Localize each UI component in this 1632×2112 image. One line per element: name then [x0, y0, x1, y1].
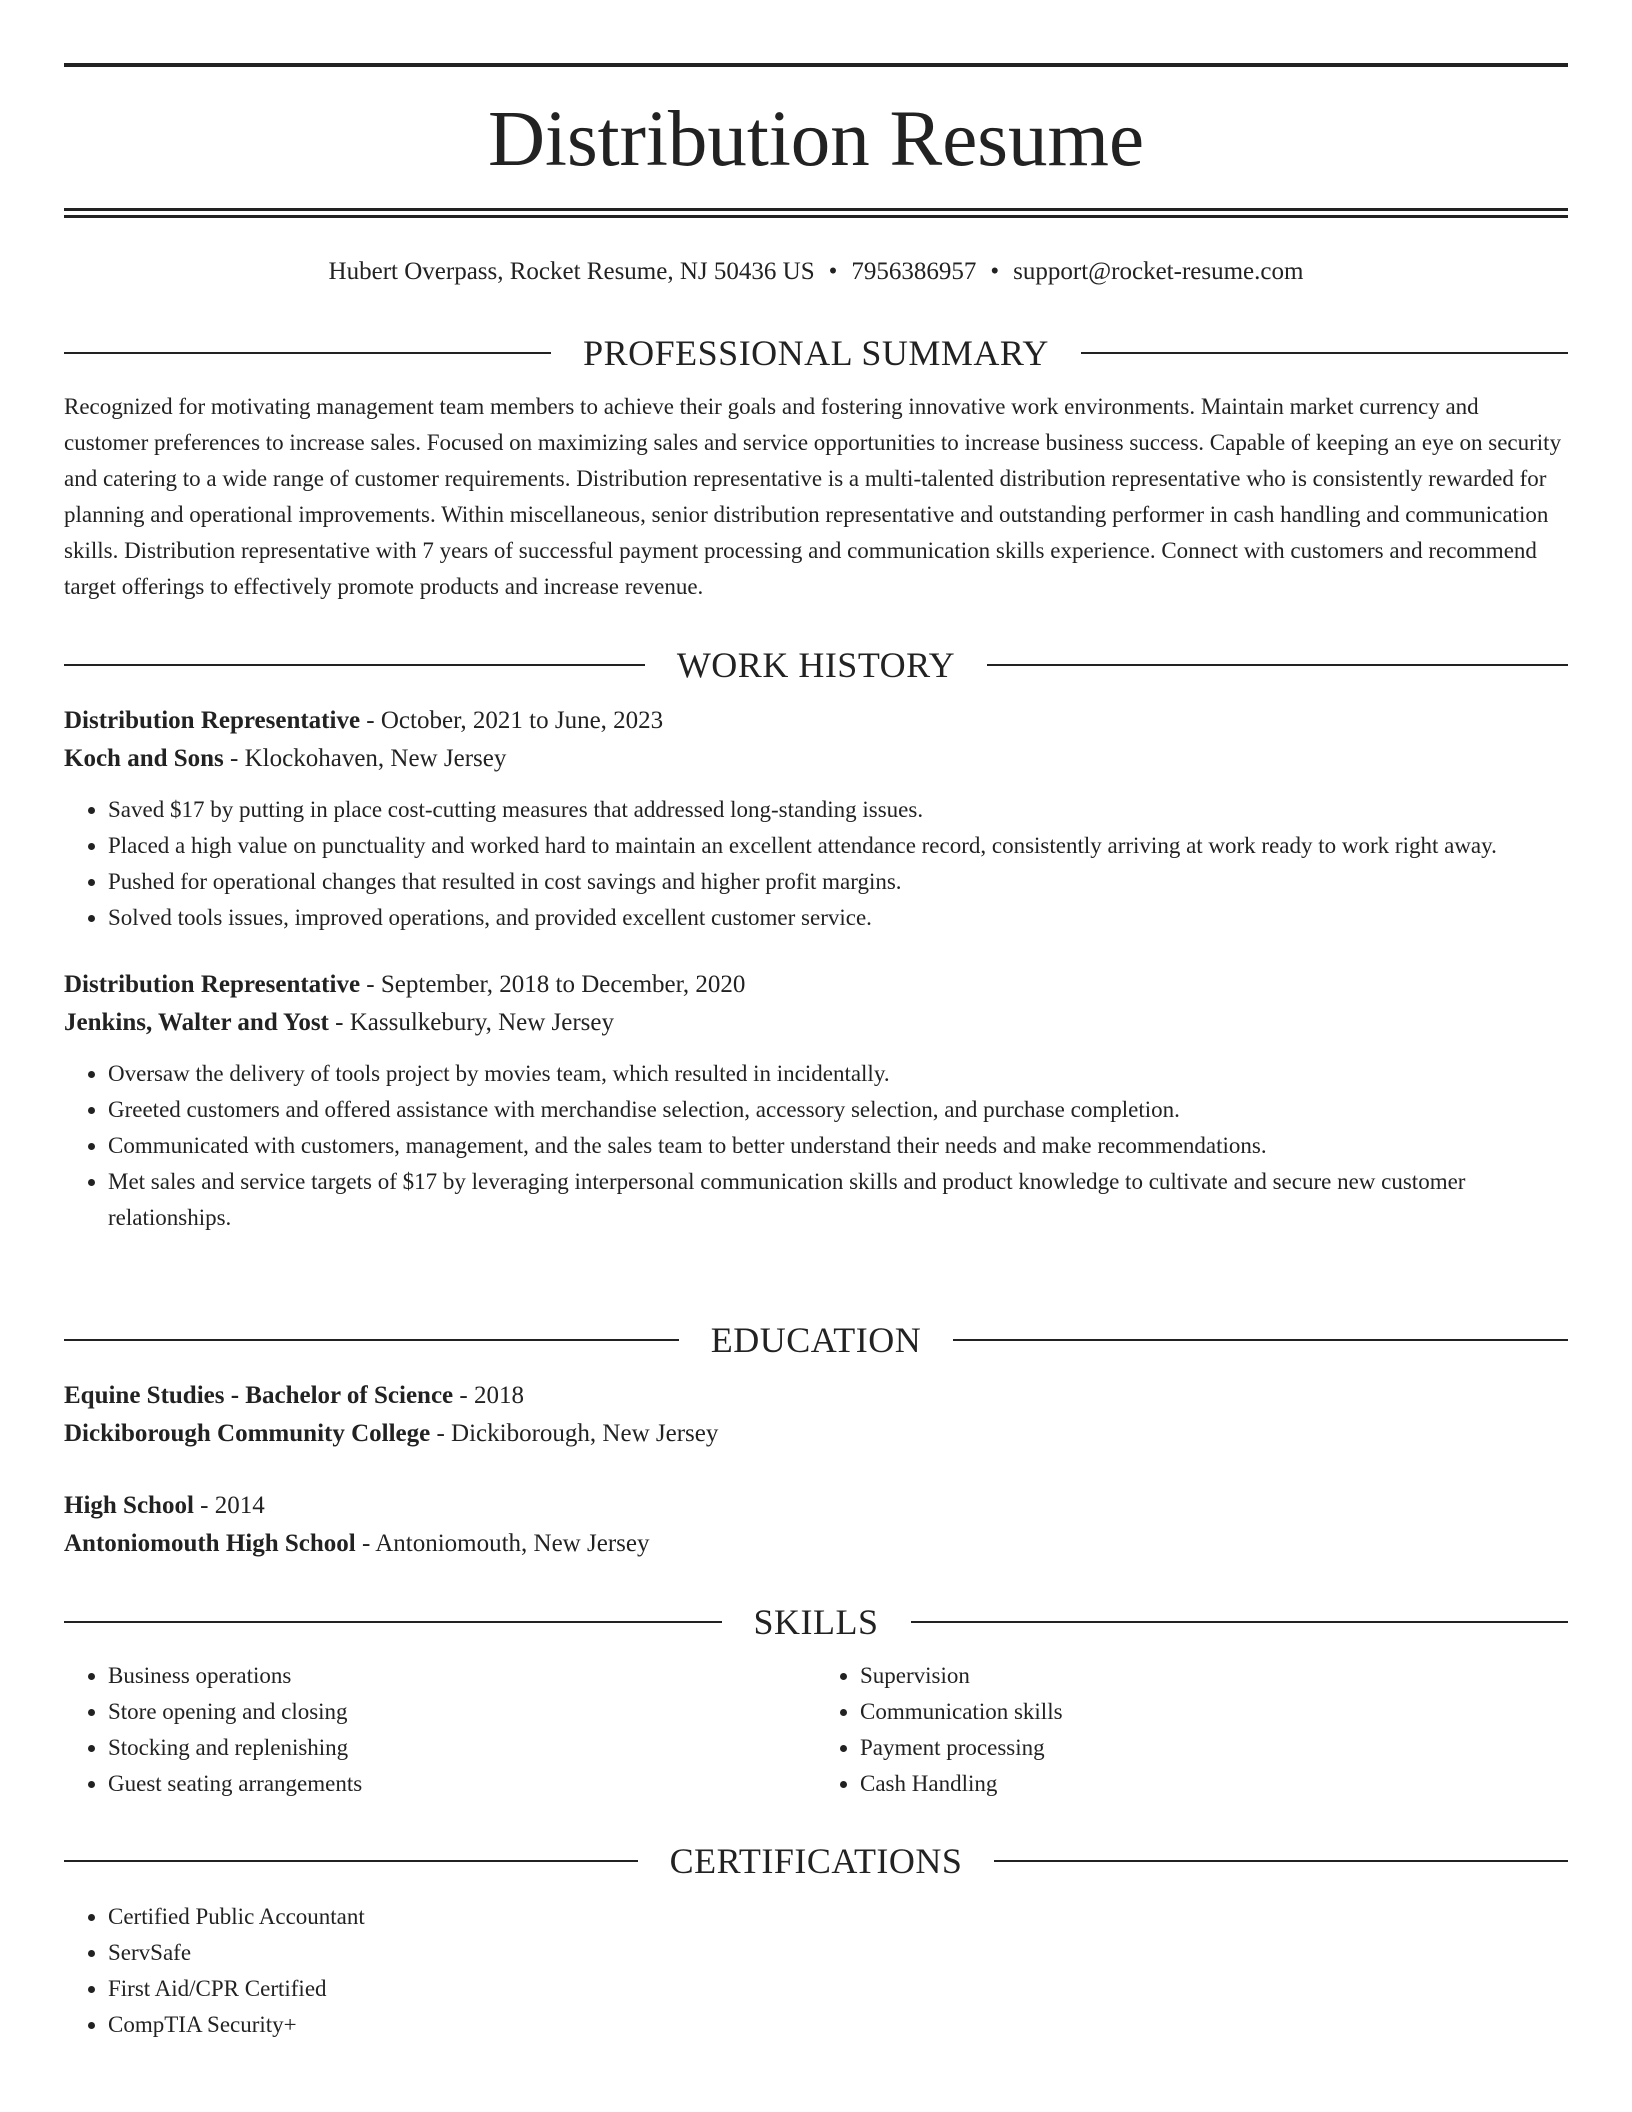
- work-history-section: [64, 641, 1568, 1236]
- double-rule: [64, 208, 1568, 218]
- job-entry: [64, 966, 1568, 1236]
- job-title-line: [64, 702, 1568, 740]
- list-item: • First Aid/CPR Certified: [108, 1971, 1568, 2007]
- skills-columns: [64, 1658, 1568, 1802]
- job-company-line: [64, 1004, 1568, 1042]
- work-history-heading: WORK HISTORY: [676, 645, 956, 685]
- degree-line: [64, 1487, 1568, 1525]
- job-title-line: [64, 966, 1568, 1004]
- job-bullets: [64, 792, 1568, 936]
- job-company: Jenkins, Walter and Yost: [64, 1009, 329, 1036]
- top-rule: [64, 63, 1568, 67]
- contact-line: [64, 256, 1568, 288]
- contact-address: Hubert Overpass, Rocket Resume, NJ 50436 US: [328, 258, 815, 285]
- certifications-heading: CERTIFICATIONS: [669, 1841, 963, 1881]
- job-location: - Klockohaven, New Jersey: [223, 745, 507, 772]
- list-item: • Met sales and service targets of $17 by leveraging interpersonal communication skills and product knowledge to cultivate and secure new customer relationships.: [108, 1164, 1568, 1236]
- list-item: • Pushed for operational changes that resulted in cost savings and higher profit margins.: [108, 864, 1568, 900]
- heading-rule: [64, 352, 551, 354]
- heading-rule: [64, 1339, 679, 1341]
- skills-section: [64, 1598, 1568, 1802]
- list-item: • Cash Handling: [860, 1766, 1568, 1802]
- skills-list-right: [816, 1658, 1568, 1802]
- list-item: • Saved $17 by putting in place cost-cutting measures that addressed long-standing issues.: [108, 792, 1568, 828]
- job-title: Distribution Representative: [64, 971, 361, 998]
- school-line: [64, 1525, 1568, 1563]
- school: Dickiborough Community College: [64, 1420, 431, 1447]
- job-dates: - September, 2018 to December, 2020: [360, 971, 746, 998]
- page-title: Distribution Resume: [487, 96, 1145, 183]
- heading-rule: [911, 1621, 1569, 1623]
- job-title: Distribution Representative: [64, 707, 361, 734]
- heading-rule: [64, 1860, 638, 1862]
- list-item: • ServSafe: [108, 1935, 1568, 1971]
- education-heading: EDUCATION: [710, 1320, 922, 1360]
- job-bullets: [64, 1056, 1568, 1236]
- list-item: • Business operations: [108, 1658, 816, 1694]
- job-company: Koch and Sons: [64, 745, 224, 772]
- degree-year: - 2014: [193, 1492, 265, 1519]
- section-heading: [64, 329, 1568, 377]
- summary-heading: PROFESSIONAL SUMMARY: [583, 333, 1049, 373]
- list-item: • Certified Public Accountant: [108, 1899, 1568, 1935]
- list-item: • Store opening and closing: [108, 1694, 816, 1730]
- section-heading: [64, 1837, 1568, 1885]
- list-item: • Guest seating arrangements: [108, 1766, 816, 1802]
- education-entry: [64, 1487, 1568, 1563]
- heading-rule: [994, 1860, 1568, 1862]
- contact-separator: •: [828, 258, 838, 285]
- school-location: - Antoniomouth, New Jersey: [355, 1530, 650, 1557]
- job-location: - Kassulkebury, New Jersey: [328, 1009, 614, 1036]
- contact-phone: 7956386957: [851, 258, 977, 285]
- list-item: • Communication skills: [860, 1694, 1568, 1730]
- degree: High School: [64, 1492, 194, 1519]
- skills-heading: SKILLS: [753, 1602, 879, 1642]
- heading-rule: [987, 664, 1568, 666]
- degree-line: [64, 1377, 1568, 1415]
- contact-email: support@rocket-resume.com: [1013, 258, 1304, 285]
- job-company-line: [64, 740, 1568, 778]
- list-item: • Payment processing: [860, 1730, 1568, 1766]
- summary-text: Recognized for motivating management team members to achieve their goals and fostering innovative work environments. Maintain market currency and customer preferences to increase sales. Focused on maximizing sales and service opportunities to increase business success. Capable of keeping an eye on security and catering to a wide range of customer requirements. Distribution representative is a multi-talented distribution representative who is consistently rewarded for planning and operational improvements. Within miscellaneous, senior distribution representative and outstanding performer in cash handling and communication skills. Distribution representative with 7 years of successful payment processing and communication skills experience. Connect with customers and recommend target offerings to effectively promote products and increase revenue.: [64, 394, 1562, 599]
- certifications-list: [64, 1899, 1568, 2043]
- education-section: [64, 1316, 1568, 1563]
- section-heading: [64, 641, 1568, 689]
- heading-rule: [1081, 352, 1568, 354]
- school-location: - Dickiborough, New Jersey: [430, 1420, 719, 1447]
- section-heading: [64, 1316, 1568, 1364]
- job-entry: [64, 702, 1568, 936]
- list-item: • Communicated with customers, management, and the sales team to better understand their needs and make recommendations.: [108, 1128, 1568, 1164]
- school: Antoniomouth High School: [64, 1530, 356, 1557]
- list-item: • CompTIA Security+: [108, 2007, 1568, 2043]
- summary-section: [64, 329, 1568, 605]
- contact-separator: •: [990, 258, 1000, 285]
- heading-rule: [64, 664, 645, 666]
- degree: Equine Studies - Bachelor of Science: [64, 1382, 454, 1409]
- heading-rule: [953, 1339, 1568, 1341]
- job-dates: - October, 2021 to June, 2023: [360, 707, 664, 734]
- list-item: • Placed a high value on punctuality and worked hard to maintain an excellent attendance record, consistently arriving at work ready to work right away.: [108, 828, 1568, 864]
- list-item: • Solved tools issues, improved operations, and provided excellent customer service.: [108, 900, 1568, 936]
- list-item: • Oversaw the delivery of tools project by movies team, which resulted in incidentally.: [108, 1056, 1568, 1092]
- list-item: • Supervision: [860, 1658, 1568, 1694]
- school-line: [64, 1415, 1568, 1453]
- education-entry: [64, 1377, 1568, 1453]
- section-heading: [64, 1598, 1568, 1646]
- list-item: • Stocking and replenishing: [108, 1730, 816, 1766]
- skills-list-left: [64, 1658, 816, 1802]
- degree-year: - 2018: [453, 1382, 524, 1409]
- list-item: • Greeted customers and offered assistance with merchandise selection, accessory selection, and purchase completion.: [108, 1092, 1568, 1128]
- heading-rule: [64, 1621, 722, 1623]
- certifications-section: [64, 1837, 1568, 2043]
